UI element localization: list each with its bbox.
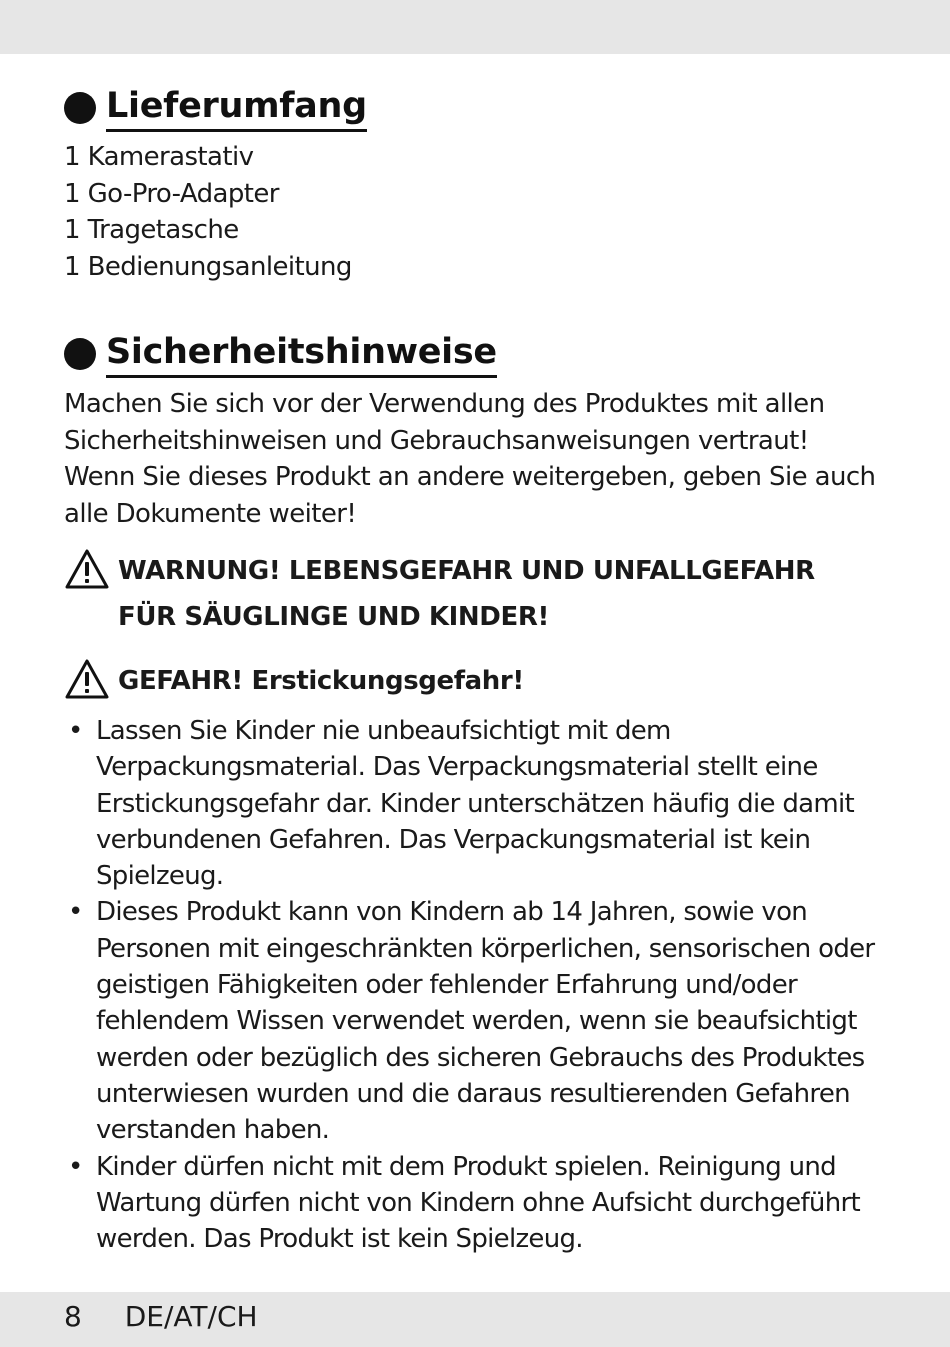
safety-intro-paragraph: Machen Sie sich vor der Verwendung des Produktes mit allen Sicherheitshinweisen und Gebrauchsanweisungen vertraut! Wenn Sie dieses Produkt an andere weitergeben, geben Sie auch alle Dokumente weiter! (64, 389, 876, 529)
page-footer (64, 1300, 258, 1334)
bullet-text: Kinder dürfen nicht mit dem Produkt spielen. Reinigung und Wartung dürfen nicht von Kindern ohne Aufsicht durchgeführt werden. Das Produkt ist kein Spielzeug. (96, 1151, 860, 1255)
section-bullet-icon (64, 92, 96, 124)
list-item: 1 Tragetasche (64, 215, 239, 245)
bullet-text: Dieses Produkt kann von Kindern ab 14 Jahren, sowie von Personen mit eingeschränkten körperlichen, sensorischen oder geistigen Fähigkeiten oder fehlender Erfahrung und/oder fehlendem Wissen verwendet werden, wenn sie beaufsichtigt werden oder bezüglich des sicheren Gebrauchs des Produktes unterwiesen wurden und die daraus resultierenden Gefahren verstanden haben. (96, 897, 875, 1146)
bullet-icon: • (68, 897, 83, 928)
list-item: 1 Go-Pro-Adapter (64, 178, 279, 209)
list-item (64, 894, 884, 1148)
warning-line: WARNUNG! LEBENSGEFAHR UND UNFALLGEFAHR (118, 556, 815, 586)
header-band (0, 0, 950, 54)
danger-block (64, 658, 524, 704)
page-number: 8 (64, 1300, 82, 1333)
list-item: 1 Bedienungsanleitung (64, 251, 352, 282)
safety-bullet-list (64, 713, 884, 1257)
danger-text: GEFAHR! Erstickungsgefahr! (118, 666, 524, 696)
list-item (64, 713, 884, 894)
warning-line: FÜR SÄUGLINGE UND KINDER! (118, 602, 549, 632)
bullet-icon: • (68, 1151, 83, 1182)
section-heading-safety (64, 330, 497, 378)
bullet-icon: • (68, 716, 83, 746)
warning-triangle-icon (64, 658, 110, 700)
section-title: Lieferumfang (106, 84, 367, 132)
warning-triangle-icon (64, 548, 110, 590)
region-label: DE/AT/CH (124, 1300, 258, 1333)
list-item (64, 1149, 884, 1258)
section-bullet-icon (64, 338, 96, 370)
bullet-text: Lassen Sie Kinder nie unbeaufsichtigt mit dem Verpackungsmaterial. Das Verpackungsmaterial stellt eine Erstickungsgefahr dar. Kinder unterschätzen häufig die damit verbundenen Gefahren. Das Verpackungsmaterial ist kein Spielzeug. (96, 716, 855, 892)
delivery-list (64, 139, 352, 285)
list-item: 1 Kamerastativ (64, 142, 254, 172)
section-title: Sicherheitshinweise (106, 330, 497, 378)
section-heading-delivery (64, 84, 367, 132)
warning-block (64, 548, 878, 640)
warning-text (118, 548, 878, 640)
